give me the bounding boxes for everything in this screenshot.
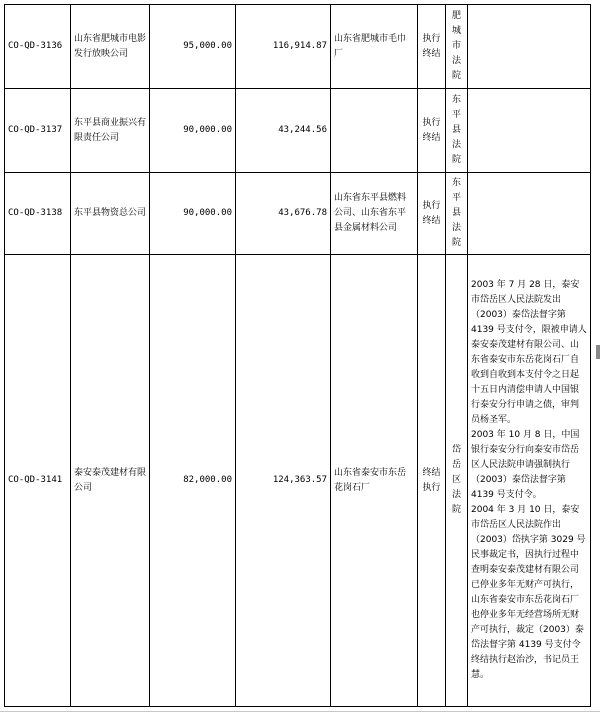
debtor-company: 东平县商业振兴有限责任公司 [71,89,150,173]
table-row [5,89,591,173]
case-status [418,5,446,89]
loan-code: CO-QD-3137 [5,89,71,173]
court [446,89,468,173]
table-row [5,255,591,707]
case-note-paragraph: 2004 年 3 月 10 日，泰安市岱岳区人民法院作出（2003）岱执字第 3029 号民事裁定书，因执行过程中查明泰安泰茂建材有限公司已停业多年无财产可执行，山东省泰安市东岳花岗石厂也停业多年无经营场所无财产可执行，裁定（2003）泰岱法督字第 4139 号支付令终结执行赵治沙，书记员王慧。 [471,505,586,680]
case-notes [468,89,591,173]
court-text: 东平县法院 [451,178,461,248]
case-notes [468,173,591,255]
principal-amount: 90,000.00 [150,89,236,173]
guarantor: 山东省泰安市东岳花岗石厂 [331,255,418,707]
loan-code: CO-QD-3138 [5,173,71,255]
debtor-company: 东平县物资总公司 [71,173,150,255]
principal-amount: 82,000.00 [150,255,236,707]
case-status [418,89,446,173]
court [446,5,468,89]
total-amount: 124,363.57 [236,255,331,707]
court-text: 肥城市法院 [451,11,461,81]
debtor-company: 泰安泰茂建材有限公司 [71,255,150,707]
guarantor [331,89,418,173]
guarantor: 山东省东平县燃料公司、山东省东平县金属材料公司 [331,173,418,255]
case-notes [468,255,591,707]
total-amount: 43,676.78 [236,173,331,255]
court [446,173,468,255]
guarantor: 山东省肥城市毛巾厂 [331,5,418,89]
total-amount: 43,244.56 [236,89,331,173]
scroll-side-tab[interactable] [596,345,600,359]
table-row [5,5,591,89]
case-note-paragraph: 2003 年 10 月 8 日，中国银行泰安分行向泰安市岱岳区人民法院申请强制执行（2003）泰岱法督字第 4139 号支付令。 [471,430,580,500]
case-status [418,173,446,255]
case-status [418,255,446,707]
case-status-text: 终结执行 [422,467,441,493]
case-notes [468,5,591,89]
debtor-company: 山东省肥城市电影发行放映公司 [71,5,150,89]
principal-amount: 95,000.00 [150,5,236,89]
court-text: 东平县法院 [451,95,461,165]
case-status-text: 执行终结 [422,33,441,59]
debt-table [4,4,591,707]
court-text: 岱岳区法院 [451,445,461,515]
page-bottom-divider [0,711,600,712]
table-row [5,173,591,255]
principal-amount: 90,000.00 [150,173,236,255]
case-status-text: 执行终结 [422,117,441,143]
case-note-paragraph: 2003 年 7 月 28 日，泰安市岱岳区人民法院发出（2003）泰岱法督字第 4139 号支付令，限被申请人泰安泰茂建材有限公司、山东省泰安市东岳花岗石厂自收到自收到本支付令之日起十五日内清偿申请人中国银行泰安分行申请之债，审判员杨圣军。 [471,280,587,425]
court [446,255,468,707]
total-amount: 116,914.87 [236,5,331,89]
case-status-text: 执行终结 [422,200,441,226]
loan-code: CO-QD-3136 [5,5,71,89]
loan-code: CO-QD-3141 [5,255,71,707]
